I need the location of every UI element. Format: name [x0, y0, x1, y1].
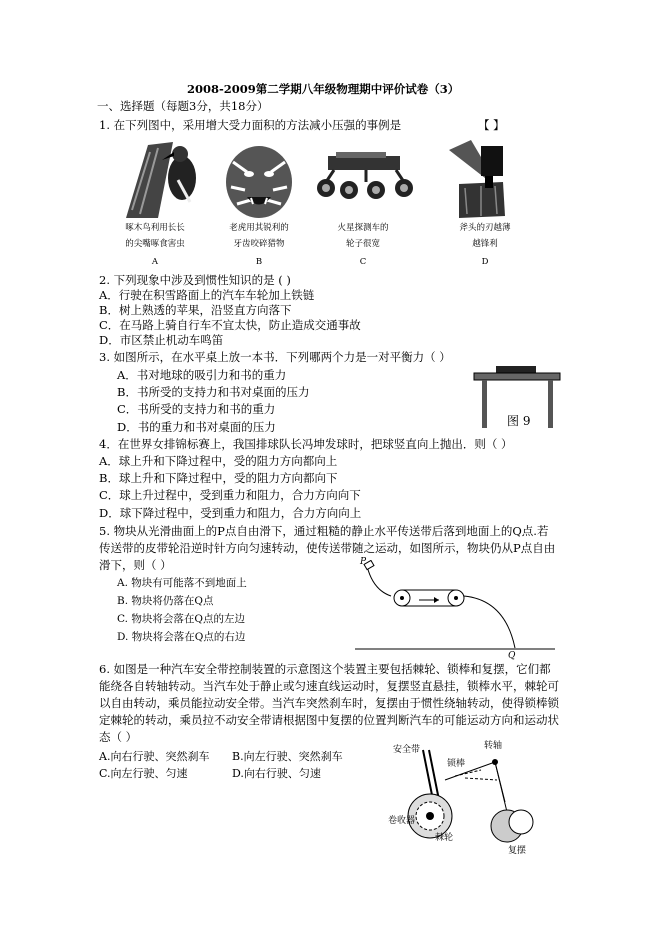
q6-stem-line2: 能绕各自转轴转动。当汽车处于静止或匀速直线运动时，复摆竖直悬挂，锁棒水平，棘轮可: [99, 679, 559, 693]
mars-rover-image: [316, 152, 416, 200]
q2-option-b: B．树上熟透的苹果，沿竖直方向落下: [99, 303, 292, 317]
tiger-image: [223, 142, 295, 220]
q4-option-a: A．球上升和下降过程中，受的阻力方向都向上: [99, 454, 338, 468]
q1-bracket: 【 】: [478, 118, 505, 132]
q1-option-c: C: [359, 257, 367, 267]
q1-caption-b-line1: 老虎用其锐利的: [229, 223, 289, 233]
q5-option-d: D. 物块将会落在Q点的右边: [117, 631, 246, 643]
q6-option-d: D.向右行驶、匀速: [232, 767, 321, 780]
q1-option-a: A: [151, 257, 159, 267]
q5-stem-line1: 5. 物块从光滑曲面上的P点自由滑下，通过粗糙的静止水平传送带后落到地面上的Q点.若: [99, 524, 549, 538]
q1-caption-d-line1: 斧头的刃越薄: [459, 223, 511, 233]
q1-caption-c-line1: 火星探测车的: [337, 223, 389, 233]
q1-option-d: D: [481, 257, 489, 267]
q6-label-pendulum: 复摆: [508, 846, 527, 856]
q6-label-belt: 安全带: [393, 745, 421, 755]
q1-caption-a-line1: 啄木鸟利用长长: [125, 223, 185, 233]
q5-stem-line3: 滑下，则（ ）: [99, 558, 172, 572]
q6-stem-line3: 以自由转动，乘员能拉动安全带。当汽车突然刹车时，复摆由于惯性绕轴转动，使得锁棒锁: [99, 696, 559, 710]
q6-stem-line5: 态（ ）: [99, 730, 138, 744]
q3-figure-label: 图 9: [507, 414, 531, 428]
q6-stem-line4: 定棘轮的转动，乘员拉不动安全带请根据图中复摆的位置判断汽车的可能运动方向和运动状: [99, 713, 559, 727]
axe-image: [445, 140, 517, 220]
q2-option-d: D．市区禁止机动车鸣笛: [99, 333, 224, 347]
q5-label-p: P: [360, 557, 367, 567]
q1-caption-a-line2: 的尖嘴啄食害虫: [125, 239, 185, 249]
q6-label-ratchet: 棘轮: [435, 833, 454, 843]
conveyor-figure: [355, 560, 555, 658]
q4-option-b: B．球上升和下降过程中，受的阻力方向都向下: [99, 471, 338, 485]
q3-option-d: D．书的重力和书对桌面的压力: [117, 420, 276, 434]
q5-option-c: C. 物块将会落在Q点的左边: [117, 613, 245, 625]
q6-option-c: C.向左行驶、匀速: [99, 767, 188, 780]
q1-option-b: B: [255, 257, 263, 267]
q1-caption-b-line2: 牙齿咬碎猎物: [233, 239, 285, 249]
q1-caption-d-line2: 越锋利: [472, 239, 498, 249]
q6-option-b: B.向左行驶、突然刹车: [232, 750, 343, 763]
q6-label-reel: 卷收器: [388, 816, 416, 826]
section-heading: 一、选择题（每题3分，共18分）: [97, 99, 269, 113]
q5-stem-line2: 传送带的皮带轮沿逆时针方向匀速转动，使传送带随之运动，如图所示，物块仍从P点自由: [99, 541, 556, 555]
q3-option-b: B．书所受的支持力和书对桌面的压力: [117, 385, 310, 399]
q4-option-c: C．球上升过程中，受到重力和阻力，合力方向向下: [99, 488, 361, 502]
q1-caption-c-line2: 轮子很宽: [345, 239, 380, 249]
q6-option-a: A.向右行驶、突然刹车: [99, 750, 210, 763]
page-title: 2008-2009第二学期八年级物理期中评价试卷（3）: [187, 82, 460, 96]
q4-stem: 4．在世界女排锦标赛上，我国排球队长冯坤发球时，把球竖直向上抛出．则（ ）: [99, 437, 513, 451]
woodpecker-image: [118, 140, 208, 220]
q5-label-q: Q: [508, 651, 516, 661]
q3-option-c: C．书所受的支持力和书的重力: [117, 402, 276, 416]
q5-option-a: A. 物块有可能落不到地面上: [117, 577, 247, 589]
q2-option-c: C．在马路上骑自行车不宜太快，防止造成交通事故: [99, 318, 361, 332]
q4-option-d: D．球下降过程中，受到重力和阻力，合力方向向上: [99, 506, 362, 520]
q3-stem: 3. 如图所示，在水平桌上放一本书．下列哪两个力是一对平衡力（ ）: [99, 350, 451, 364]
q2-option-a: A．行驶在积雪路面上的汽车车轮加上铁链: [99, 288, 315, 302]
q1-stem: 1. 在下列图中，采用增大受力面积的方法减小压强的事例是: [99, 118, 402, 132]
q6-label-axis: 转轴: [484, 741, 503, 751]
q3-option-a: A．书对地球的吸引力和书的重力: [117, 368, 287, 382]
q6-stem-line1: 6. 如图是一种汽车安全带控制装置的示意图这个装置主要包括棘轮、锁棒和复摆，它们都: [99, 662, 551, 676]
q2-stem: 2. 下列现象中涉及到惯性知识的是 ( ): [99, 273, 291, 287]
q5-option-b: B. 物块将仍落在Q点: [117, 595, 214, 607]
q6-label-lock: 锁棒: [447, 759, 466, 769]
